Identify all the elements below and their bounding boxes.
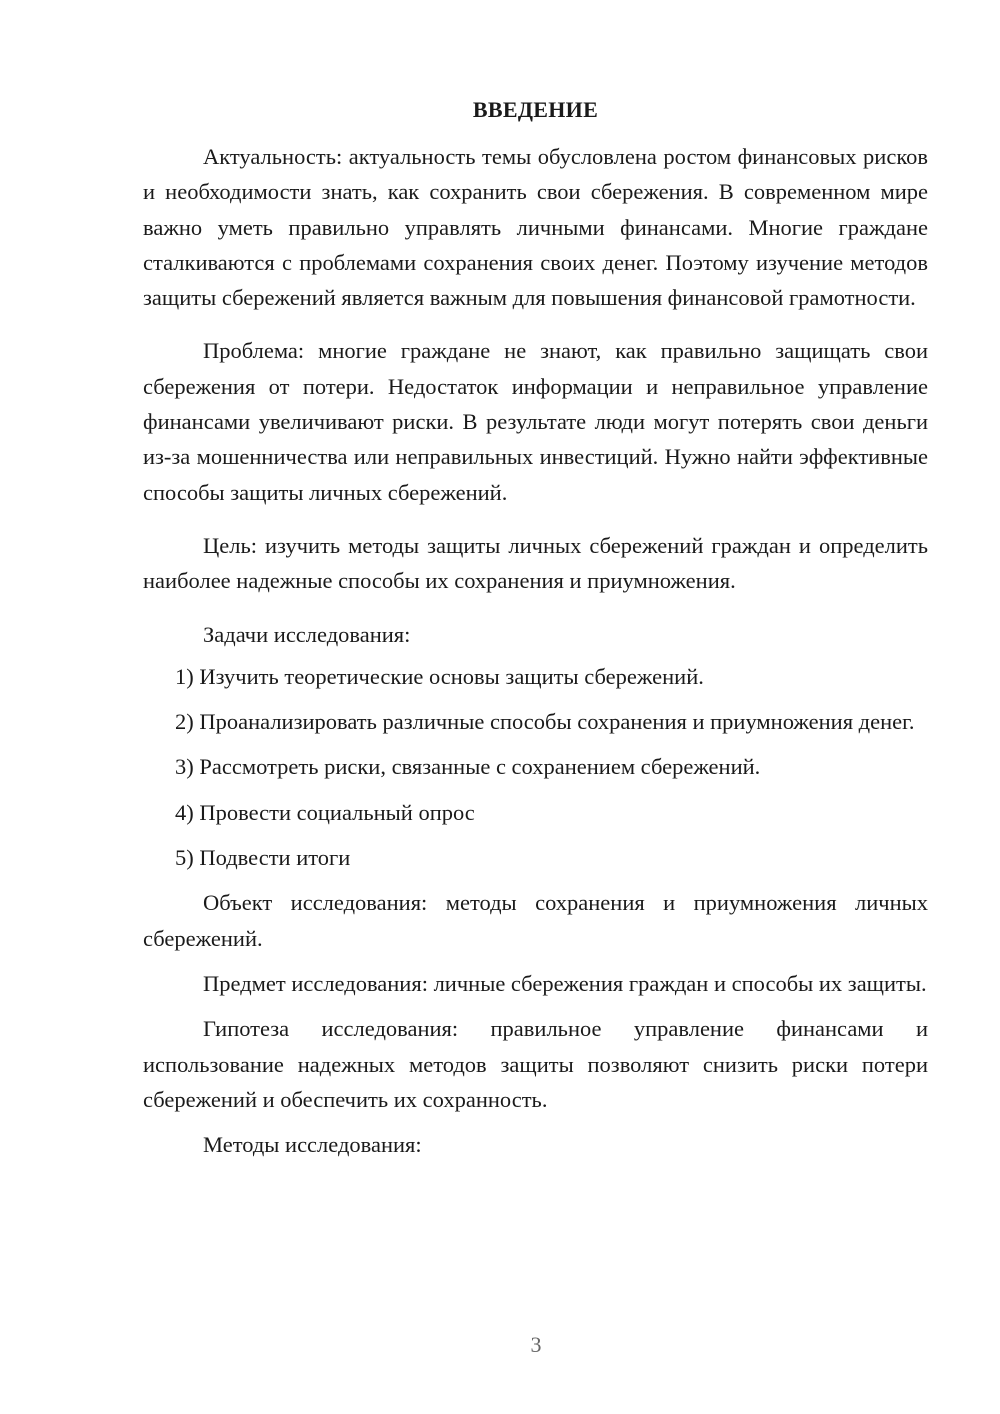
page-number: 3 [530,1332,542,1357]
task-item-3: 3) Рассмотреть риски, связанные с сохранением сбережений. [175,754,761,780]
goal-paragraph: Цель: изучить методы защиты личных сбережений граждан и определить наиболее надежные способы их сохранения и приумножения. [143,532,928,594]
object-paragraph: Объект исследования: методы сохранения и приумножения личных сбережений. [143,890,928,951]
task-item-4: 4) Провести социальный опрос [175,799,475,825]
task-item-2: 2) Проанализировать различные способы сохранения и приумножения денег. [175,709,915,735]
relevance-paragraph: Актуальность: актуальность темы обусловлена ростом финансовых рисков и необходимости знать, как сохранить свои сбережения. В современном мире важно уметь правильно управлять личными финансами. Многие граждане сталкиваются с проблемами сохранения своих денег. Поэтому изучение методов защиты сбережений является важным для повышения финансовой грамотности. [143,144,928,311]
task-item-5: 5) Подвести итоги [175,845,351,871]
methods-title: Методы исследования: [203,1132,422,1158]
tasks-title: Задачи исследования: [203,621,411,647]
subject-paragraph: Предмет исследования: личные сбережения граждан и способы их защиты. [203,970,927,996]
hypothesis-paragraph: Гипотеза исследования: правильное управление финансами и использование надежных методов защиты позволяют снизить риски потери сбережений и обеспечить их сохранность. [143,1016,928,1112]
section-heading: ВВЕДЕНИЕ [472,97,599,122]
task-item-1: 1) Изучить теоретические основы защиты сбережений. [175,663,704,689]
problem-paragraph: Проблема: многие граждане не знают, как правильно защищать свои сбережения от потери. Недостаток информации и неправильное управление финансами увеличивают риски. В результате люди могут потерять свои деньги из-за мошенничества или неправильных инвестиций. Нужно найти эффективные способы защиты личных сбережений. [143,338,928,505]
document-page [143,92,928,1162]
